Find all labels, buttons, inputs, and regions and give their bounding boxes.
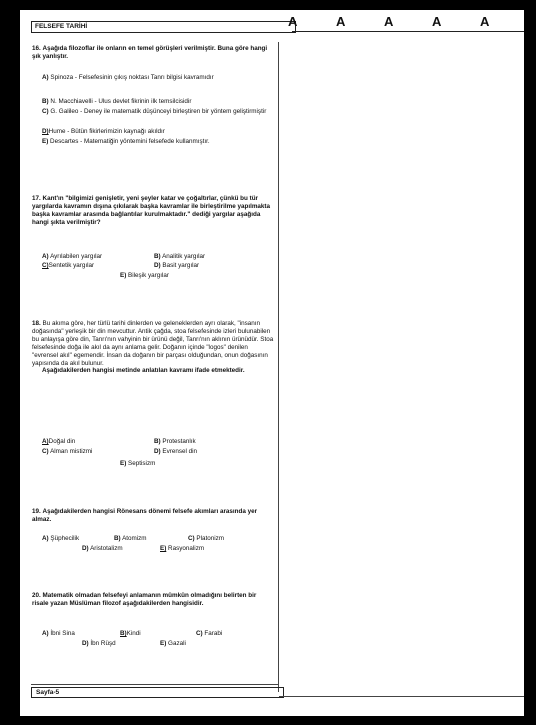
option-b-marked[interactable]: B)Kindi <box>120 630 141 637</box>
question-text: Kant'ın "bilgimizi genişletir, yeni şeyler katar ve çoğaltırlar, çünkü bu tür yargılarda kavramın dışına çıkılarak başka kavramlar ile birleştirilme yapılmakta başka kavramlar arasında bağlantılar kurulmaktadır." dediği yargılar aşağıda hangi şıkta verilmiştir? <box>32 195 271 226</box>
booklet-letter: A <box>288 14 298 29</box>
question-text: Aşağıdakilerden hangisi Rönesans dönemi felsefe akımları arasında yer almaz. <box>32 508 258 523</box>
option-e[interactable]: E) Bileşik yargılar <box>120 272 169 279</box>
option-a[interactable]: A) Spinoza - Felsefesinin çıkış noktası Tanrı bilgisi kavramıdır <box>42 74 214 81</box>
column-divider <box>278 42 279 692</box>
option-e[interactable]: E) Descartes - Matematiğin yöntemini felsefede kullanmıştır. <box>42 138 210 145</box>
option-c[interactable]: C) Alman mistizmi <box>42 448 93 455</box>
header-rule <box>292 31 524 32</box>
question-20: 20. Matematik olmadan felsefeyi anlamanın mümkün olmadığını belirten bir risale yazan Müslüman filozof aşağıdakilerden hangisidir. <box>32 592 257 607</box>
question-text: Matematik olmadan felsefeyi anlamanın mümkün olmadığını belirten bir risale yazan Müslüman filozof aşağıdakilerden hangisidir. <box>32 592 257 607</box>
subject-header: FELSEFE TARİHİ <box>31 21 296 33</box>
option-d[interactable]: D) İbn Rüşd <box>82 640 116 647</box>
option-a[interactable]: A) İbni Sina <box>42 630 75 637</box>
exam-page <box>20 10 524 716</box>
footer-rule <box>31 684 278 685</box>
option-e[interactable]: E) Gazali <box>160 640 186 647</box>
question-19: 19. Aşağıdakilerden hangisi Rönesans dönemi felsefe akımları arasında yer almaz. <box>32 508 258 523</box>
option-b[interactable]: B) Analitik yargılar <box>154 253 206 260</box>
option-d[interactable]: D) Aristotalizm <box>82 545 123 552</box>
option-c[interactable]: C) Farabi <box>196 630 223 637</box>
option-d[interactable]: D) Basit yargılar <box>154 262 200 269</box>
option-e-marked[interactable]: E) Rasyonalizm <box>160 545 205 552</box>
option-a[interactable]: A) Şüphecilik <box>42 535 80 542</box>
question-18: 18. Bu akıma göre, her türlü tarihi dinlerden ve geleneklerden ayrı olarak, "insanın doğasında" yerleşik bir din mevcuttur. Antik çağda, stoa felsefesinde izleri bulunabilen bu anlayışa göre din, Tanrı'nın vahyinin bir ürünü değil, Tanrı'nın aklının ürünüdür. Stoa felsefesinde doğa ile akıl da aynı anlama gelir. Doğanın içinde "logos" denilen "evrensel akıl" egemendir. İnsan da doğanın bir parçası olduğundan, onun doğasının yapısında da akıl bulunur. Aşağıdakilerden hangisi metinde anlatılan kavramı ifade etmektedir. <box>32 320 274 375</box>
option-c[interactable]: C) G. Galileo - Deney ile matematik düşünceyi birleştiren bir yöntem geliştirmiştir <box>42 108 267 115</box>
option-a[interactable]: A) Ayrılabilen yargılar <box>42 253 103 260</box>
passage-text: Bu akıma göre, her türlü tarihi dinlerden ve geleneklerden ayrı olarak, "insanın doğasında" yerleşik bir din mevcuttur. Antik çağda, stoa felsefesinde izleri bulunabilen bu anlayışa göre din, Tanrı'nın vahyinin bir ürünü değil, Tanrı'nın aklının ürünüdür. Stoa felsefesinde doğa ile akıl da aynı anlama gelir. Doğanın içinde "logos" denilen "evrensel akıl" egemendir. İnsan da doğanın bir parçası olduğundan, onun doğasının yapısında da akıl bulunur. <box>32 320 274 367</box>
footer-rule-right <box>279 696 524 697</box>
option-c-marked[interactable]: C)Sentetik yargılar <box>42 262 95 269</box>
question-text: Aşağıdakilerden hangisi metinde anlatılan kavramı ifade etmektedir. <box>42 367 245 375</box>
question-text: Aşağıda filozoflar ile onların en temel görüşleri verilmiştir. Buna göre hangi şık yanlıştır. <box>32 45 268 60</box>
option-d[interactable]: D) Evrensel din <box>154 448 198 455</box>
option-b[interactable]: B) N. Macchiavelli - Ulus devlet fikrinin ilk temsilcisidir <box>42 98 192 105</box>
option-b[interactable]: B) Protestanlık <box>154 438 196 445</box>
option-e[interactable]: E) Septisizm <box>120 460 156 467</box>
page-number: Sayfa-5 <box>31 687 284 698</box>
option-c[interactable]: C) Platonizm <box>188 535 225 542</box>
option-b[interactable]: B) Atomizm <box>114 535 147 542</box>
question-17: 17. Kant'ın "bilgimizi genişletir, yeni şeyler katar ve çoğaltırlar, çünkü bu tür yargılarda kavramın dışına çıkılarak başka kavramlar ile birleştirilme yapılmakta başka kavramlar arasında bağlantılar kurulmaktadır." dediği yargılar aşağıda hangi şıkta verilmiştir? <box>32 195 271 226</box>
booklet-letter: A <box>480 14 490 29</box>
option-d-marked[interactable]: D)Hume - Bütün fikirlerimizin kaynağı akıldır <box>42 128 165 135</box>
question-16: 16. Aşağıda filozoflar ile onların en temel görüşleri verilmiştir. Buna göre hangi şık yanlıştır. <box>32 45 268 60</box>
booklet-letter: A <box>336 14 346 29</box>
booklet-letter: A <box>432 14 442 29</box>
option-a-marked[interactable]: A)Doğal din <box>42 438 76 445</box>
booklet-letter: A <box>384 14 394 29</box>
